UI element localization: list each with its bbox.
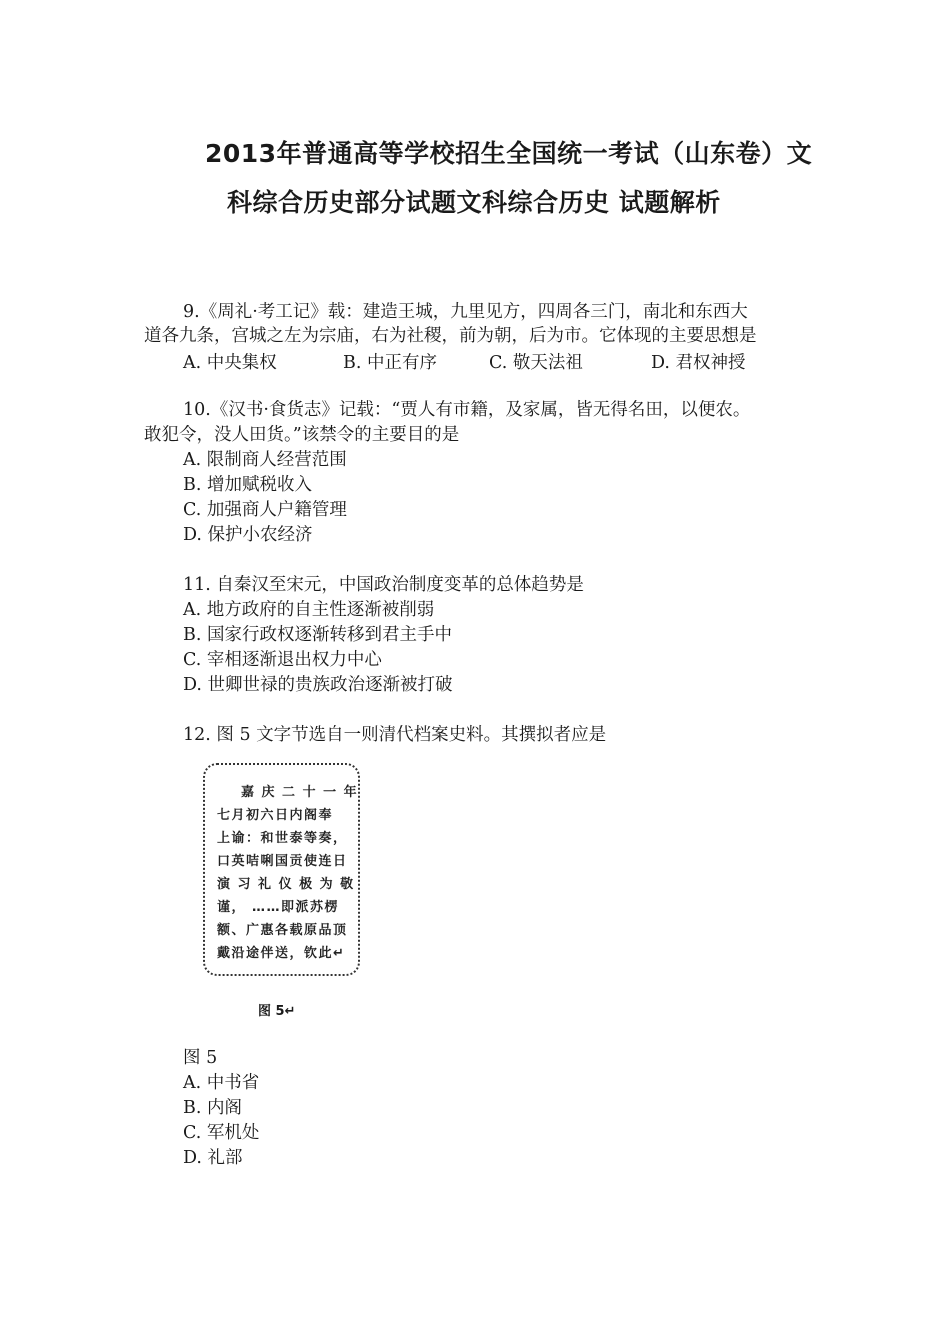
figure-caption: 图 5↵ <box>258 1004 296 1019</box>
option-d: D. 保护小农经济 <box>183 525 313 545</box>
figure-text-line: 上谕：和世泰等奏， <box>217 831 348 846</box>
figure-text-line: 七月初六日内阁奉 <box>217 808 334 823</box>
option-c: C. 宰相逐渐退出权力中心 <box>183 650 382 670</box>
figure-text-line: 额、广惠各载原品顶 <box>217 923 348 938</box>
figure-text-line: 戴沿途伴送，钦此↵ <box>217 946 346 961</box>
option-b: B. 增加赋税收入 <box>183 475 312 495</box>
document-title-line-1: 2013年普通高等学校招生全国统一考试（山东卷）文 <box>205 139 813 168</box>
option-c: C. 军机处 <box>183 1123 260 1143</box>
option-a: A. 中书省 <box>183 1073 260 1093</box>
archive-excerpt-figure <box>203 763 360 976</box>
option-c: C. 敬天法祖 <box>489 353 583 373</box>
document-title-line-2: 科综合历史部分试题文科综合历史 试题解析 <box>227 188 721 217</box>
option-d: D. 君权神授 <box>651 353 746 373</box>
option-d: D. 礼部 <box>183 1148 243 1168</box>
option-d: D. 世卿世禄的贵族政治逐渐被打破 <box>183 675 453 695</box>
figure-label: 图 5 <box>183 1048 218 1068</box>
option-b: B. 中正有序 <box>343 353 437 373</box>
figure-text-line: 口英咭唎国贡使连日 <box>217 854 348 869</box>
question-stem-line: 道各九条，宫城之左为宗庙，右为社稷，前为朝，后为市。它体现的主要思想是 <box>144 326 757 346</box>
figure-text-line: 嘉 庆 二 十 一 年 <box>241 785 359 800</box>
question-stem-line: 12. 图 5 文字节选自一则清代档案史料。其撰拟者应是 <box>183 725 607 745</box>
figure-text-line: 谨， ……即派苏楞 <box>217 900 340 915</box>
option-c: C. 加强商人户籍管理 <box>183 500 347 520</box>
figure-text-line: 演 习 礼 仪 极 为 敬 <box>217 877 355 892</box>
option-a: A. 限制商人经营范围 <box>183 450 347 470</box>
question-stem-line: 11. 自秦汉至宋元，中国政治制度变革的总体趋势是 <box>183 575 584 595</box>
option-a: A. 地方政府的自主性逐渐被削弱 <box>183 600 435 620</box>
question-stem-line: 10.《汉书·食货志》记载：“贾人有市籍，及家属，皆无得名田，以便农。 <box>183 400 751 420</box>
question-stem-line: 敢犯令，没人田货。”该禁令的主要目的是 <box>144 425 460 445</box>
option-b: B. 国家行政权逐渐转移到君主手中 <box>183 625 452 645</box>
option-a: A. 中央集权 <box>183 353 277 373</box>
option-row <box>183 349 783 373</box>
option-b: B. 内阁 <box>183 1098 242 1118</box>
question-stem-line: 9.《周礼·考工记》载：建造王城，九里见方，四周各三门，南北和东西大 <box>183 302 748 322</box>
